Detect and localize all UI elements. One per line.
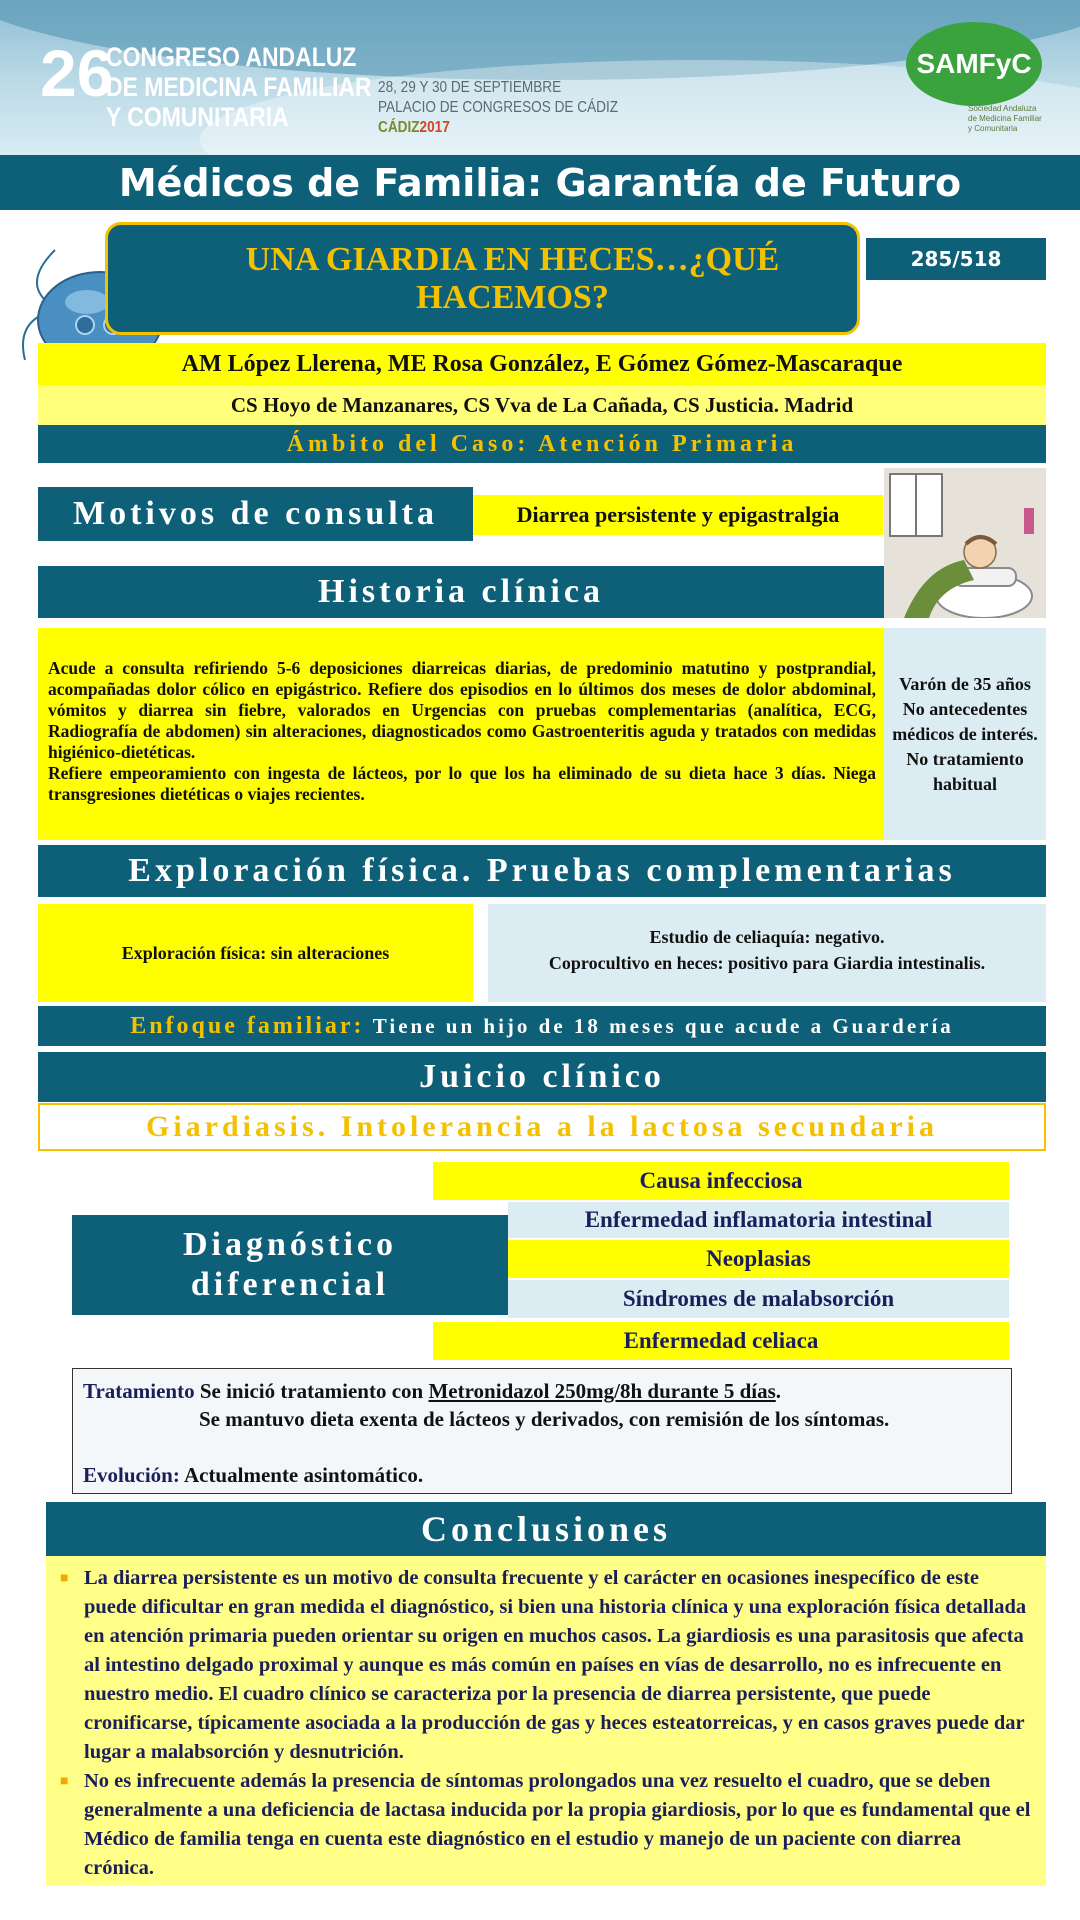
exploracion-fisica-text: Exploración física: sin alteraciones xyxy=(38,904,473,1002)
section-heading-exploracion: Exploración física. Pruebas complementarias xyxy=(38,845,1046,897)
logo-subtitle-line: y Comunitaria xyxy=(968,124,1018,133)
enfoque-text: Tiene un hijo de 18 meses que acude a Guardería xyxy=(372,1013,954,1038)
differential-item: Neoplasias xyxy=(508,1240,1009,1278)
authors: AM López Llerena, ME Rosa González, E Gómez Gómez-Mascaraque xyxy=(38,343,1046,385)
section-heading-juicio: Juicio clínico xyxy=(38,1052,1046,1102)
treatment-line: Se mantuvo dieta exenta de lácteos y derivados, con remisión de los síntomas. xyxy=(199,1407,890,1431)
differential-item: Enfermedad celiaca xyxy=(433,1322,1009,1360)
conclusiones-box xyxy=(46,1556,1046,1886)
tratamiento-box xyxy=(72,1368,1012,1494)
congress-dates xyxy=(378,78,618,138)
diag-label-line: diferencial xyxy=(190,1266,390,1303)
congress-city: CÁDIZ xyxy=(378,119,420,136)
case-number-badge: 285/518 xyxy=(866,238,1046,280)
case-scope: Ámbito del Caso: Atención Primaria xyxy=(38,425,1046,463)
health-centers: CS Hoyo de Manzanares, CS Vva de La Cañada, CS Justicia. Madrid xyxy=(38,385,1046,425)
enfoque-label: Enfoque familiar: xyxy=(130,1012,365,1039)
diag-label-line: Diagnóstico xyxy=(183,1226,397,1263)
treatment-line xyxy=(83,1377,1001,1405)
section-heading-motivos: Motivos de consulta xyxy=(38,487,473,541)
differential-item: Síndromes de malabsorción xyxy=(508,1280,1009,1318)
historia-paragraph: Acude a consulta refiriendo 5-6 deposiciones diarreicas diarias, de predominio matutino y postprandial, acompañadas dolor cólico en epigástrico. Refiere dos episodios en lo últimos dos meses de dolor abdominal, vómitos y diarrea sin fiebre, valorados en Urgencias con pruebas complementarias (analítica, ECG, Radiografía de abdomen) sin alteraciones, diagnosticados como Gastroenteritis aguda y tratados con medidas higiénico-dietéticas. xyxy=(48,658,876,762)
treatment-drug: Metronidazol 250mg/8h durante 5 días xyxy=(428,1379,776,1403)
pruebas-complementarias xyxy=(488,904,1046,1002)
congress-date-text: 28, 29 Y 30 DE SEPTIEMBRE xyxy=(378,79,562,96)
conclusion-text: La diarrea persistente es un motivo de consulta frecuente y el carácter en ocasiones inespecífico de este puede dificultar en gran medida el diagnóstico, si bien una historia clínica y una exploración física detallada en atención primaria pueden orientar su origen en muchos casos. La giardiosis es una parasitosis que afecta al intestino delgado proximal y aunque es más común en países en vías de desarrollo, no es infrecuente en nuestro medio. El cuadro clínico se caracteriza por la presencia de diarrea persistente, que puede cronificarse, típicamente asociada a la producción de gas y heces esteatorreicas, y en casos graves puede dar lugar a malabsorción y desnutrición. xyxy=(84,1567,1027,1763)
congress-title-line: Y COMUNITARIA xyxy=(106,102,289,132)
motivos-text: Diarrea persistente y epigastralgia xyxy=(473,495,883,535)
logo-subtitle-line: Sociedad Andaluza xyxy=(968,104,1037,113)
conclusion-item xyxy=(60,1767,1034,1883)
juicio-clinico-text: Giardiasis. Intolerancia a la lactosa secundaria xyxy=(38,1103,1046,1151)
samfyc-logo: SAMFyC xyxy=(906,22,1042,106)
differential-item: Causa infecciosa xyxy=(433,1162,1009,1200)
patient-line: No tratamiento habitual xyxy=(906,748,1024,794)
differential-item: Enfermedad inflamatoria intestinal xyxy=(508,1202,1009,1238)
congress-year: 2017 xyxy=(419,119,450,136)
patient-line: Varón de 35 años xyxy=(899,673,1031,694)
pruebas-line: Coprocultivo en heces: positivo para Giardia intestinalis. xyxy=(548,953,986,973)
congress-number: 26 xyxy=(40,36,114,110)
conclusion-text: No es infrecuente además la presencia de síntomas prolongados una vez resuelto el cuadro, que se deben generalmente a una deficiencia de lactasa inducida por la propia giardiosis, por lo que es fundamental que el Médico de familia tenga en cuenta este diagnóstico en el estudio y manejo de un paciente con diarrea crónica. xyxy=(84,1770,1031,1879)
historia-paragraph: Refiere empeoramiento con ingesta de lácteos, por lo que los ha eliminado de su dieta hace 3 días. Niega transgresiones dietéticas o viajes recientes. xyxy=(48,763,876,804)
section-heading-conclusiones: Conclusiones xyxy=(46,1502,1046,1556)
patient-summary xyxy=(884,628,1046,840)
treatment-period: . xyxy=(775,1379,782,1403)
patient-line: No antecedentes médicos de interés. xyxy=(892,698,1038,744)
square-bullet-icon: ■ xyxy=(60,1571,69,1586)
logo-subtitle-line: de Medicina Familiar xyxy=(968,114,1042,123)
congress-venue: PALACIO DE CONGRESOS DE CÁDIZ xyxy=(378,99,619,116)
historia-clinica-text xyxy=(38,628,884,840)
congress-title-line: CONGRESO ANDALUZ xyxy=(106,42,357,72)
evolucion-text: Actualmente asintomático. xyxy=(183,1463,424,1487)
congress-title-line: DE MEDICINA FAMILIAR xyxy=(106,72,372,102)
conclusion-item xyxy=(60,1564,1034,1767)
samfyc-logo-subtitle xyxy=(968,104,1042,134)
square-bullet-icon: ■ xyxy=(60,1774,69,1789)
pruebas-line: Estudio de celiaquía: negativo. xyxy=(649,927,885,947)
vomiting-patient-icon xyxy=(884,468,1046,618)
congress-city-year xyxy=(378,118,618,138)
treatment-intro: Se inició tratamiento con xyxy=(199,1379,424,1403)
evolution-line xyxy=(83,1461,1001,1489)
evolucion-label: Evolución: xyxy=(83,1463,180,1487)
case-title: UNA GIARDIA EN HECES…¿QUÉ HACEMOS? xyxy=(105,222,860,335)
congress-motto-banner: Médicos de Familia: Garantía de Futuro xyxy=(0,155,1080,210)
enfoque-familiar xyxy=(38,1006,1046,1046)
section-heading-diagnostico xyxy=(72,1215,508,1315)
congress-title xyxy=(106,42,372,132)
tratamiento-label: Tratamiento xyxy=(83,1379,195,1403)
section-heading-historia: Historia clínica xyxy=(38,566,884,618)
